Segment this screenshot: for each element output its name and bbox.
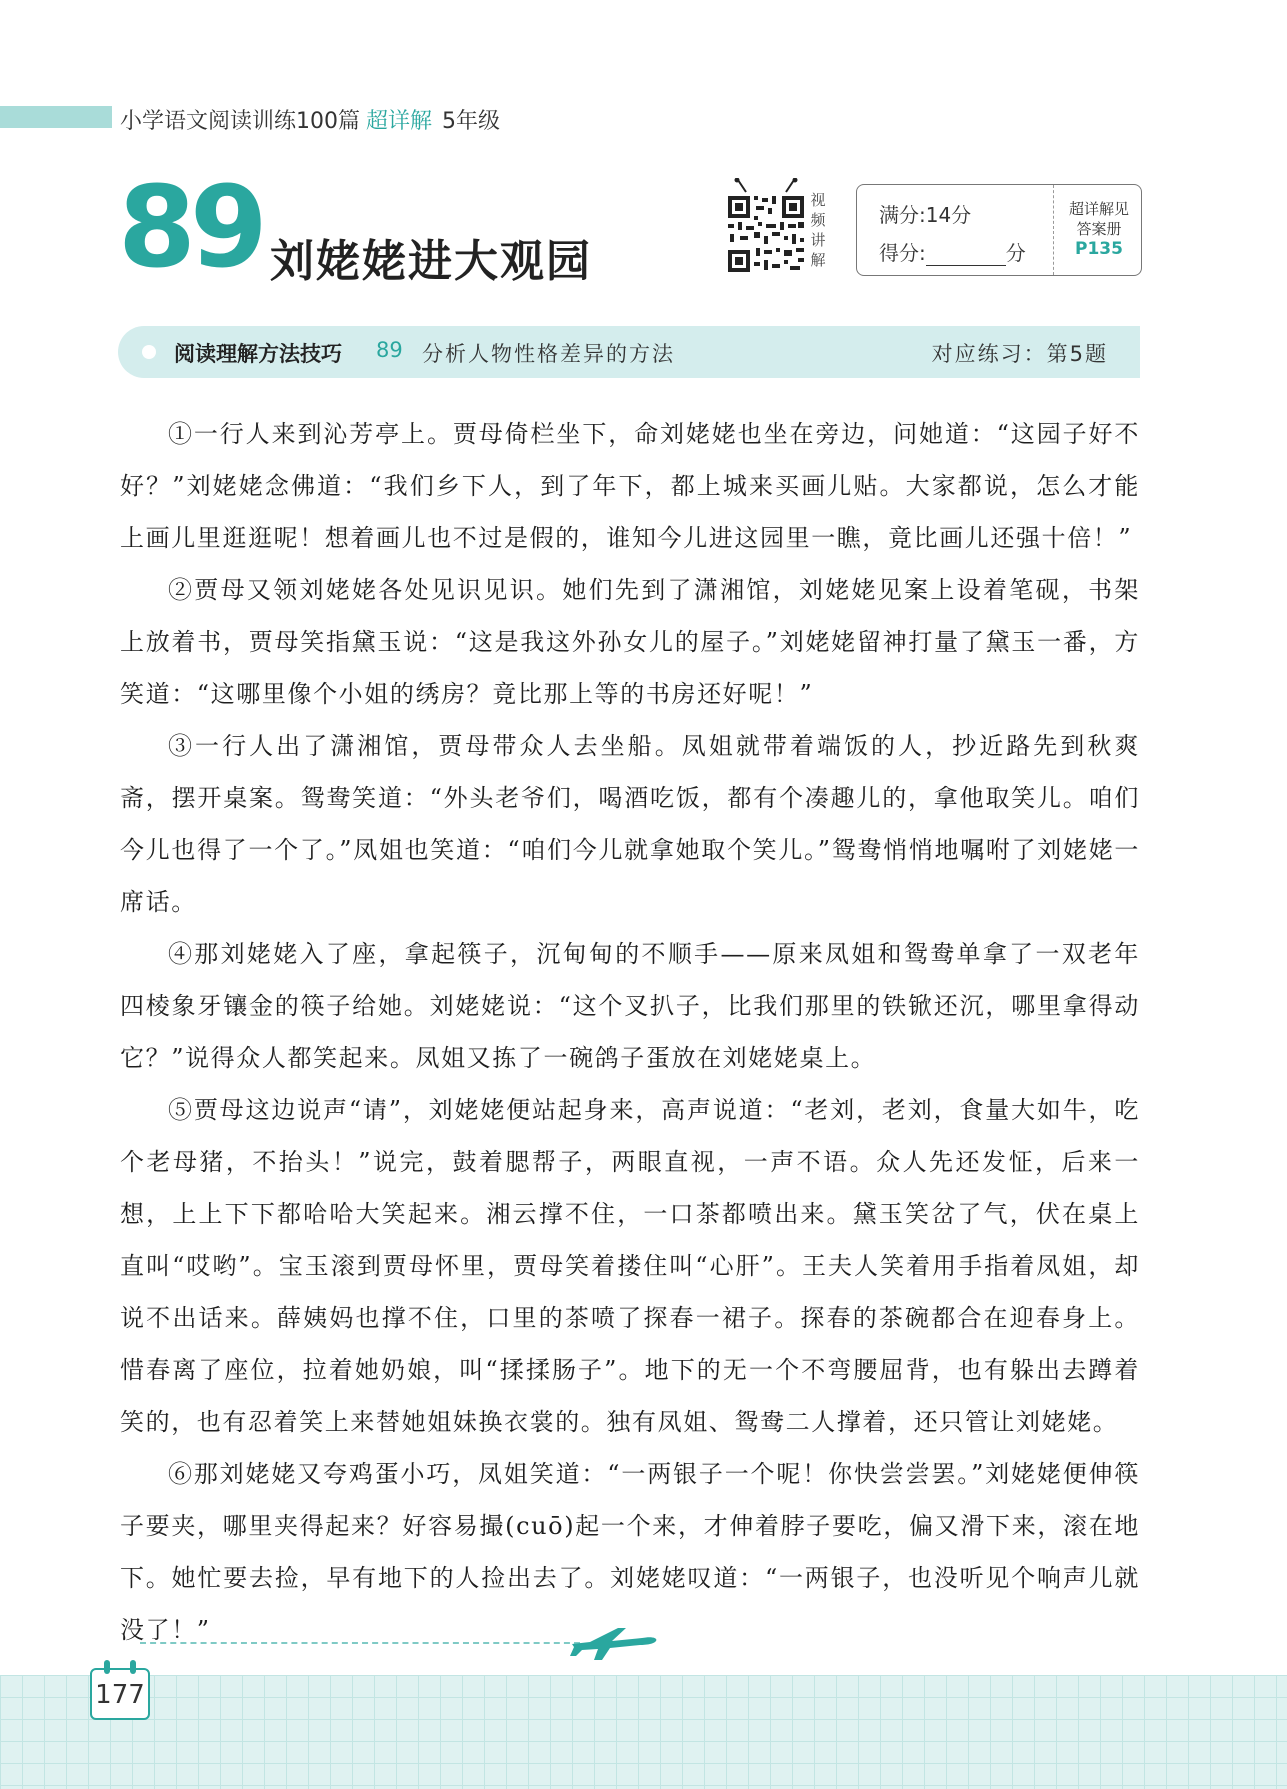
lesson-title: 刘姥姥进大观园 — [270, 236, 592, 287]
footer-grid-band — [0, 1675, 1287, 1789]
answer-hint-line: 超详解见 — [1068, 200, 1129, 218]
calendar-ring-icon — [104, 1660, 110, 1674]
footer-dashed-line — [140, 1642, 580, 1644]
score-label: 得分: — [879, 241, 926, 265]
reading-passage — [120, 408, 1140, 1656]
method-banner — [118, 326, 1140, 378]
full-score: 满分:14分 — [879, 203, 972, 227]
score-box — [856, 184, 1142, 276]
series-header — [120, 104, 500, 135]
page-number: 177 — [95, 1680, 145, 1710]
airplane-icon — [570, 1614, 660, 1664]
lesson-number: 89 — [118, 163, 262, 293]
series-highlight: 超详解 — [366, 109, 433, 134]
qr-caption-char: 解 — [810, 251, 826, 269]
method-number: 89 — [376, 338, 403, 362]
qr-caption — [808, 190, 828, 270]
qr-caption-char: 讲 — [810, 231, 826, 249]
header-color-band — [0, 106, 112, 128]
qr-caption-char: 视 — [810, 191, 826, 209]
calendar-ring-icon — [130, 1660, 136, 1674]
method-title: 阅读理解方法技巧 — [174, 342, 342, 366]
series-grade: 5年级 — [442, 109, 501, 134]
score-unit: 分 — [1005, 241, 1026, 265]
answer-reference — [1057, 199, 1141, 259]
qr-caption-char: 频 — [810, 211, 826, 229]
series-title: 小学语文阅读训练100篇 — [120, 109, 360, 134]
qr-code-icon[interactable] — [726, 178, 806, 274]
answer-hint-line: 答案册 — [1076, 220, 1122, 238]
page-number-badge — [90, 1668, 150, 1720]
method-text: 分析人物性格差异的方法 — [422, 342, 675, 366]
paragraph: ⑤贾母这边说声“请”，刘姥姥便站起身来，高声说道：“老刘，老刘，食量大如牛，吃个老母猪，不抬头！”说完，鼓着腮帮子，两眼直视，一声不语。众人先还发怔，后来一想，上上下下都哈哈大笑起来。湘云撑不住，一口茶都喷出来。黛玉笑岔了气，伏在桌上直叫“哎哟”。宝玉滚到贾母怀里，贾母笑着搂住叫“心肝”。王夫人笑着用手指着凤姐，却说不出话来。薛姨妈也撑不住，口里的茶喷了探春一裙子。探春的茶碗都合在迎春身上。惜春离了座位，拉着她奶娘，叫“揉揉肠子”。地下的无一个不弯腰屈背，也有躲出去蹲着笑的，也有忍着笑上来替她姐妹换衣裳的。独有凤姐、鸳鸯二人撑着，还只管让刘姥姥。 — [120, 1096, 1140, 1436]
paragraph: ③一行人出了潇湘馆，贾母带众人去坐船。凤姐就带着端饭的人，抄近路先到秋爽斋，摆开桌案。鸳鸯笑道：“外头老爷们，喝酒吃饭，都有个凑趣儿的，拿他取笑儿。咱们今儿也得了一个了。”凤姐也笑道：“咱们今儿就拿她取个笑儿。”鸳鸯悄悄地嘱咐了刘姥姥一席话。 — [120, 732, 1140, 916]
paragraph: ②贾母又领刘姥姥各处见识见识。她们先到了潇湘馆，刘姥姥见案上设着笔砚，书架上放着书，贾母笑指黛玉说：“这是我这外孙女儿的屋子。”刘姥姥留神打量了黛玉一番，方笑道：“这哪里像个小姐的绣房？竟比那上等的书房还好呢！” — [120, 576, 1140, 708]
score-blank[interactable] — [926, 247, 1006, 266]
score-field — [879, 237, 1026, 266]
method-exercise: 对应练习：第5题 — [931, 342, 1108, 366]
paragraph: ⑥那刘姥姥又夸鸡蛋小巧，凤姐笑道：“一两银子一个呢！你快尝尝罢。”刘姥姥便伸筷子要夹，哪里夹得起来？好容易撮(cuō)起一个来，才伸着脖子要吃，偏又滑下来，滚在地下。她忙要去捡，早有地下的人捡出去了。刘姥姥叹道：“一两银子，也没听见个响声儿就没了！” — [120, 1460, 1140, 1644]
paragraph: ④那刘姥姥入了座，拿起筷子，沉甸甸的不顺手——原来凤姐和鸳鸯单拿了一双老年四棱象牙镶金的筷子给她。刘姥姥说：“这个叉扒子，比我们那里的铁锨还沉，哪里拿得动它？”说得众人都笑起来。凤姐又拣了一碗鸽子蛋放在刘姥姥桌上。 — [120, 940, 1140, 1072]
banner-bullet-icon — [142, 345, 156, 359]
paragraph: ①一行人来到沁芳亭上。贾母倚栏坐下，命刘姥姥也坐在旁边，问她道：“这园子好不好？”刘姥姥念佛道：“我们乡下人，到了年下，都上城来买画儿贴。大家都说，怎么才能上画儿里逛逛呢！想着画儿也不过是假的，谁知今儿进这园里一瞧，竟比画儿还强十倍！” — [120, 420, 1140, 552]
score-divider — [1053, 185, 1054, 275]
answer-page: P135 — [1075, 239, 1123, 259]
